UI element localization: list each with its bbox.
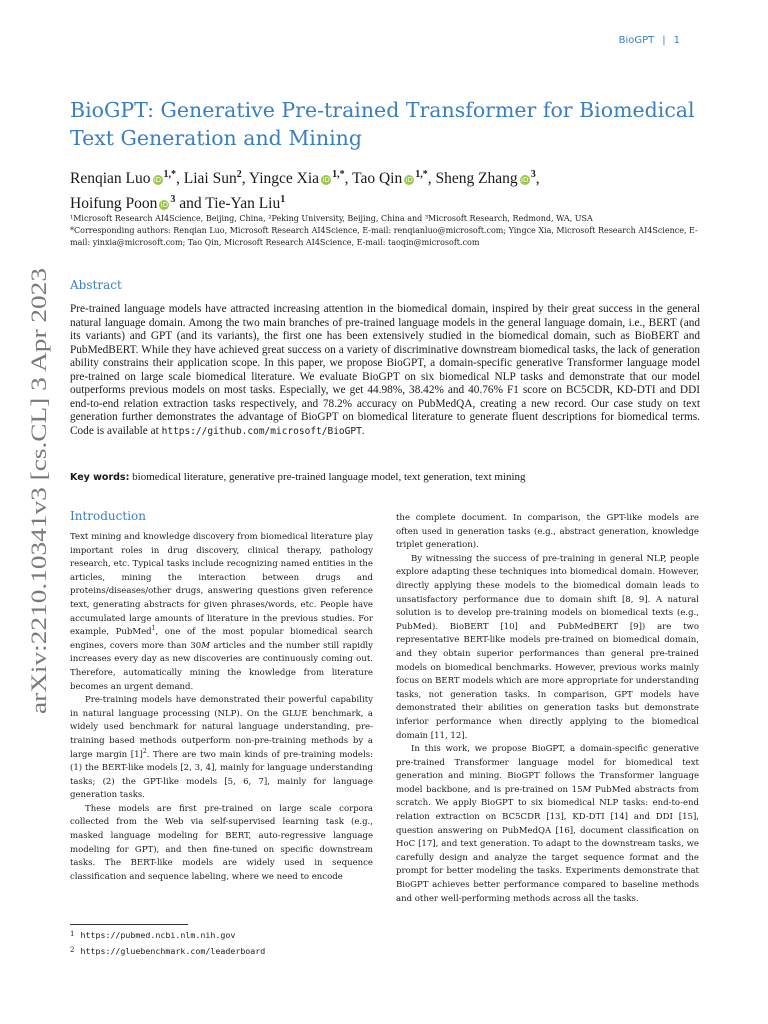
keywords-text: biomedical literature, generative pre-trained language model, text generation, text mining — [132, 471, 526, 483]
intro-paragraph-3: These models are first pre-trained on large scale corpora collected from the Web via self-supervised learning task (e.g., masked language modeling for BERT, auto-regressive language modeling for GPT), and then fine-tuned on specific downstream tasks. The BERT-like models are widely used in sequence classification and sequence labeling, where we need to encode — [70, 803, 373, 882]
intro-p1-c: articles and the number still rapidly increases every day as new discoveries are continuously coming out. Therefore, automatically mining the knowledge from literature becomes an urgent demand. — [70, 640, 373, 692]
right-column — [396, 512, 699, 906]
intro-p2-b: . There are two main kinds of pre-training models: (1) the BERT-like models [2, 3, 4], mainly for language understanding tasks; (2) the GPT-like models [5, 6, 7], mainly for language generation tasks. — [70, 749, 373, 801]
author-name: Renqian Luo — [70, 170, 151, 188]
author-affiliation-marks: 3 — [530, 169, 536, 180]
abstract-heading: Abstract — [70, 278, 122, 292]
author-list — [70, 164, 710, 214]
author-separator: , — [535, 170, 540, 188]
running-head — [619, 35, 680, 46]
author-affiliation-marks: 1,* — [163, 169, 176, 180]
intro-paragraph-2 — [70, 694, 373, 803]
author-separator: , — [344, 170, 353, 188]
running-head-journal: BioGPT — [618, 35, 655, 46]
intro-p1-a: Text mining and knowledge discovery from biomedical literature play important roles in drug discovery, clinical therapy, pathology research, etc. Typical tasks include recognizing named entities in the articles, mining the interaction between drugs and proteins/diseases/other drugs, answering questions given reference text, generating abstracts for given phrases/words, etc. People have accumulated large amounts of literature in the previous studies. For example, PubMed — [70, 532, 373, 638]
author-name: Tie-Yan Liu — [205, 195, 281, 213]
author-name: Tao Qin — [352, 170, 403, 188]
left-column — [70, 531, 373, 884]
footnote-2 — [70, 943, 370, 959]
author — [70, 170, 184, 187]
footnote-ref-1[interactable]: 1 — [151, 625, 156, 633]
keywords — [70, 471, 700, 483]
author-separator: , — [176, 170, 184, 188]
footnote-ref-2[interactable]: 2 — [142, 747, 147, 755]
affiliations-block — [70, 213, 710, 249]
footnote-2-number: 2 — [70, 946, 75, 954]
author-name: Hoifung Poon — [70, 195, 158, 213]
arxiv-stamp-text: arXiv:2210.10341v3 [cs.CL] 3 Apr 2023 — [26, 354, 51, 714]
introduction-heading: Introduction — [70, 509, 146, 523]
intro-paragraph-6 — [396, 743, 699, 906]
affiliations: ¹Microsoft Research AI4Science, Beijing, China, ²Peking University, Beijing, China and ³Microsoft Research, Redmond, WA, USA — [70, 214, 593, 223]
author — [184, 170, 249, 187]
intro-p1-b: , one of the most popular biomedical search engines, covers more than 30 — [70, 627, 373, 651]
author-affiliation-marks: 1 — [280, 194, 286, 206]
footnotes — [70, 927, 370, 959]
author-affiliation-marks: 3 — [170, 194, 176, 206]
footnote-1-number: 1 — [70, 930, 75, 938]
intro-paragraph-4: the complete document. In comparison, the GPT-like models are often used in generation tasks (e.g., abstract generation, knowledge triplet generation). — [396, 513, 699, 551]
orcid-icon[interactable]: iD — [521, 176, 529, 185]
author-separator: , — [427, 170, 436, 188]
author — [70, 195, 205, 212]
orcid-icon[interactable]: iD — [405, 176, 413, 185]
author-separator: , — [241, 170, 249, 188]
intro-p6-unit: M — [582, 784, 592, 795]
author — [435, 170, 539, 187]
intro-p1-unit: M — [201, 640, 210, 651]
corresponding-authors: *Corresponding authors: Renqian Luo, Microsoft Research AI4Science, E-mail: renqianluo@microsoft.com; Yingce Xia, Microsoft Research AI4Science, E-mail: yinxia@microsoft.com; Tao Qin, Microsoft Research AI4Science, E-mail: taoqin@microsoft.com — [70, 226, 698, 247]
abstract-end: . — [361, 424, 365, 437]
author — [352, 170, 435, 187]
author-affiliation-marks: 2 — [236, 169, 242, 180]
author-name: Sheng Zhang — [435, 170, 518, 188]
author-separator: and — [175, 195, 206, 213]
orcid-icon[interactable]: iD — [160, 201, 169, 210]
abstract-body: Pre-trained language models have attracted increasing attention in the biomedical domain, inspired by their great success in the general natural language domain. Among the two main branches of pre-trained language models in the general language domain, i.e., BERT (and its variants) and GPT (and its variants), the first one has been extensively studied in the biomedical domain, such as BioBERT and PubMedBERT. While they have achieved great success on a variety of discriminative downstream biomedical tasks, the lack of generation ability constrains their application scope. In this paper, we propose BioGPT, a domain-specific generative Transformer language model pre-trained on large scale biomedical literature. We evaluate BioGPT on six biomedical NLP tasks and demonstrate that our model outperforms previous models on most tasks. Especially, we get 44.98%, 38.42% and 40.76% F1 score on BC5CDR, KD-DTI and DDI end-to-end relation extraction tasks respectively, and 78.2% accuracy on PubMedQA, creating a new record. Our case study on text generation further demonstrates the advantage of BioGPT on biomedical literature to generate fluent descriptions for biomedical terms. Code is available at — [70, 303, 700, 437]
footnote-1-link[interactable]: https://pubmed.ncbi.nlm.nih.gov — [80, 930, 236, 940]
abstract-text — [70, 303, 700, 438]
running-head-page-number: 1 — [673, 35, 680, 46]
orcid-icon[interactable]: iD — [322, 176, 330, 185]
paper-title: BioGPT: Generative Pre-trained Transformer for Biomedical Text Generation and Mining — [70, 98, 695, 150]
author — [205, 195, 285, 212]
arxiv-stamp-svg — [6, 268, 60, 718]
intro-paragraph-5: By witnessing the success of pre-training in general NLP, people explore adapting these techniques into biomedical domain. However, directly applying these models to the biomedical domain leads to unsatisfactory performance due to domain shift [8, 9]. A natural solution is to develop pre-training models on biomedical texts (e.g., PubMed). BioBERT [10] and PubMedBERT [9]) are two representative BERT-like models pre-trained on biomedical domain, and they obtain superior performances than general pre-trained models on biomedical benchmarks. However, previous works mainly focus on BERT models which are more appropriate for understanding tasks, not generation tasks. In comparison, GPT models have demonstrated their abilities on generation tasks but demonstrate inferior performance when directly applying to the biomedical domain [11, 12]. — [396, 553, 699, 741]
intro-paragraph-1 — [70, 531, 373, 694]
keywords-label: Key words: — [70, 472, 130, 483]
author-name: Liai Sun — [183, 170, 237, 188]
orcid-icon[interactable]: iD — [153, 176, 162, 185]
author-affiliation-marks: 1,* — [332, 169, 345, 180]
footnote-2-link[interactable]: https://gluebenchmark.com/leaderboard — [80, 946, 266, 956]
intro-p2-a: Pre-training models have demonstrated their powerful capability in natural language processing (NLP). On the GLUE benchmark, a widely used benchmark for natural language understanding, pre-training based methods outperform non-pre-training methods by a large margin [1] — [70, 695, 373, 760]
running-head-separator: | — [662, 35, 666, 46]
intro-p6-a: In this work, we propose BioGPT, a domain-specific generative pre-trained Transformer language model for biomedical text generation and mining. BioGPT follows the Transformer language model backbone, and is pre-trained on 15 — [396, 744, 699, 795]
code-link[interactable]: https://github.com/microsoft/BioGPT — [161, 425, 362, 437]
author-name: Yingce Xia — [248, 170, 320, 188]
author — [249, 170, 352, 187]
author-affiliation-marks: 1,* — [415, 169, 428, 180]
footnote-1 — [70, 927, 370, 943]
footnote-divider — [70, 924, 188, 925]
intro-p6-b: PubMed abstracts from scratch. We apply BioGPT to six biomedical NLP tasks: end-to-end relation extraction on BC5CDR [13], KD-DTI [14] and DDI [15], question answering on PubMedQA [16], document classification on HoC [17], and text generation. To adapt to the downstream tasks, we carefully design and analyze the target sequence format and the prompt for better modeling the tasks. Experiments demonstrate that BioGPT achieves better performance compared to baseline methods and other well-performing methods across all the tasks. — [396, 784, 699, 904]
arxiv-stamp — [6, 268, 60, 718]
